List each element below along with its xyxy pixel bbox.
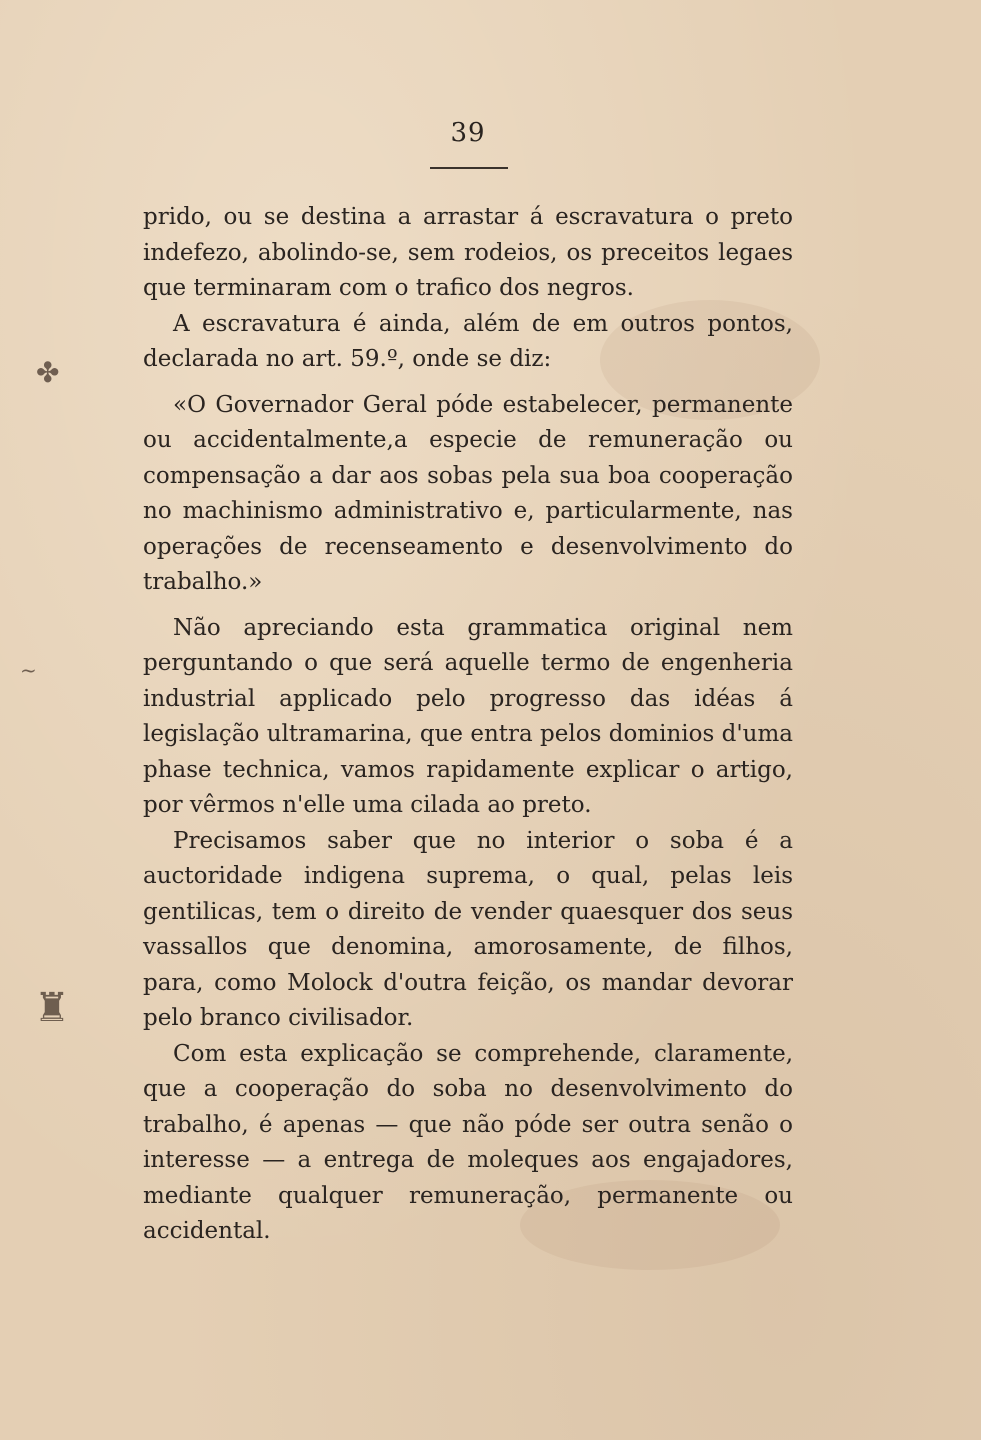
paragraph: Não apreciando esta grammatica original nem perguntando o que será aquelle termo de engenheria industrial applicado pelo progresso das idéas á legislação ultramarina, que entra pelos dominios d'uma phase technica, vamos rapidamente explicar o artigo, por vêrmos n'elle uma cilada ao preto. [143,614,793,818]
paragraph: Com esta explicação se comprehende, claramente, que a cooperação do soba no desenvolvimento do trabalho, é apenas — que não póde ser outra senão o interesse — a entrega de moleques aos engajadores, mediante qualquer remuneração, permanente ou accidental. [143,1040,793,1244]
paragraph: A escravatura é ainda, além de em outros pontos, declarada no art. 59.º, onde se diz: [143,310,793,372]
paragraph: prido, ou se destina a arrastar á escravatura o preto indefezo, abolindo-se, sem rodeios, os preceitos legaes que terminaram com o trafico dos negros. [143,204,793,301]
margin-blot-icon: ♜ [34,985,70,1031]
paragraph: Precisamos saber que no interior o soba é a auctoridade indigena suprema, o qual, pelas leis gentilicas, tem o direito de vender quaesquer dos seus vassallos que denomina, amorosamente, de filhos, para, como Molock d'outra feição, os mandar devorar pelo branco civilisador. [143,827,793,1031]
margin-blot-icon: ~ [20,658,37,682]
margin-blot-icon: ✤ [36,356,60,389]
quoted-paragraph: «O Governador Geral póde estabelecer, permanente ou accidentalmente,a especie de remuneração ou compensação a dar aos sobas pela sua boa cooperação no machinismo administrativo e, particularmente, nas operações de recenseamento e desenvolvimento do trabalho.» [143,391,793,595]
page-number: 39 [450,118,486,148]
header-rule [430,167,508,169]
body-text [143,200,793,1250]
